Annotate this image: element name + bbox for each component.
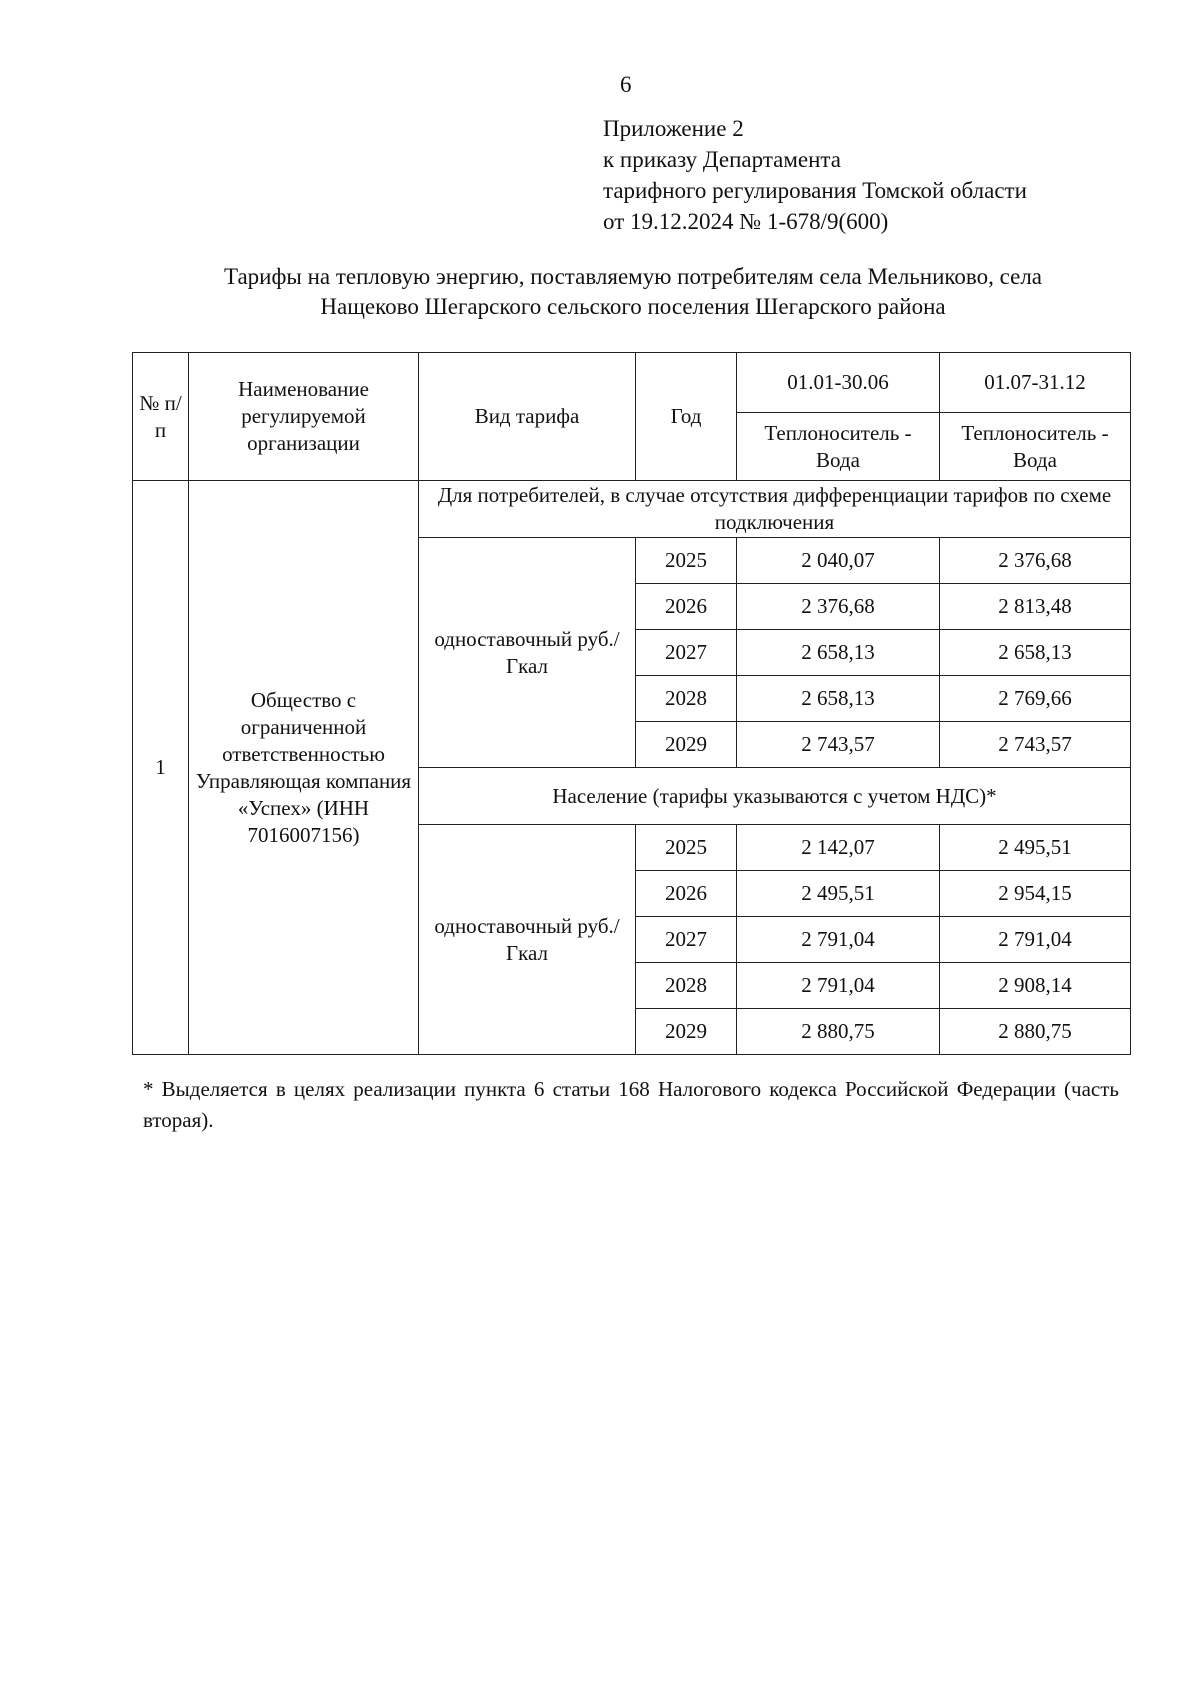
tariff-value-h2: 2 813,48 — [940, 584, 1131, 630]
year-cell: 2028 — [636, 963, 737, 1009]
tariff-value-h2: 2 769,66 — [940, 676, 1131, 722]
year-cell: 2028 — [636, 676, 737, 722]
tariff-table — [132, 352, 1131, 1055]
appendix-line: от 19.12.2024 № 1-678/9(600) — [603, 209, 889, 234]
header-tariff-type: Вид тарифа — [419, 353, 636, 481]
tariff-value-h1: 2 880,75 — [737, 1009, 940, 1055]
header-num: № п/п — [133, 353, 189, 481]
appendix-line: тарифного регулирования Томской области — [603, 178, 1027, 203]
appendix-line: Приложение 2 — [603, 116, 744, 141]
tariff-type-cell: одноставочный руб./Гкал — [419, 825, 636, 1055]
tariff-value-h1: 2 791,04 — [737, 917, 940, 963]
header-carrier-2: Теплоноситель - Вода — [940, 413, 1131, 481]
row-number: 1 — [133, 481, 189, 1055]
tariff-value-h1: 2 376,68 — [737, 584, 940, 630]
footnote: * Выделяется в целях реализации пункта 6 статьи 168 Налогового кодекса Российской Федерации (часть вторая). — [143, 1077, 1119, 1132]
document-title — [133, 262, 1133, 322]
tariff-value-h1: 2 495,51 — [737, 871, 940, 917]
section-title: Для потребителей, в случае отсутствия дифференциации тарифов по схеме подключения — [419, 481, 1131, 538]
year-cell: 2025 — [636, 825, 737, 871]
header-period-2: 01.07-31.12 — [940, 353, 1131, 413]
tariff-value-h1: 2 658,13 — [737, 676, 940, 722]
tariff-value-h2: 2 658,13 — [940, 630, 1131, 676]
year-cell: 2027 — [636, 630, 737, 676]
tariff-value-h1: 2 040,07 — [737, 538, 940, 584]
tariff-value-h2: 2 954,15 — [940, 871, 1131, 917]
document-title-line: Тарифы на тепловую энергию, поставляемую потребителям села Мельниково, села — [223, 264, 1043, 289]
header-year: Год — [636, 353, 737, 481]
tariff-value-h2: 2 791,04 — [940, 917, 1131, 963]
tariff-type-cell: одноставочный руб./Гкал — [419, 538, 636, 768]
year-cell: 2027 — [636, 917, 737, 963]
tariff-value-h1: 2 743,57 — [737, 722, 940, 768]
tariff-value-h2: 2 880,75 — [940, 1009, 1131, 1055]
year-cell: 2025 — [636, 538, 737, 584]
header-carrier-1: Теплоноситель - Вода — [737, 413, 940, 481]
tariff-value-h1: 2 658,13 — [737, 630, 940, 676]
year-cell: 2026 — [636, 871, 737, 917]
year-cell: 2026 — [636, 584, 737, 630]
appendix-block — [603, 113, 1027, 237]
appendix-line: к приказу Департамента — [603, 147, 841, 172]
section-title: Население (тарифы указываются с учетом НДС)* — [419, 768, 1131, 825]
tariff-value-h1: 2 142,07 — [737, 825, 940, 871]
year-cell: 2029 — [636, 722, 737, 768]
tariff-value-h2: 2 495,51 — [940, 825, 1131, 871]
header-org: Наименование регулируемой организации — [189, 353, 419, 481]
tariff-value-h2: 2 743,57 — [940, 722, 1131, 768]
tariff-value-h2: 2 376,68 — [940, 538, 1131, 584]
tariff-value-h1: 2 791,04 — [737, 963, 940, 1009]
document-title-line: Нащеково Шегарского сельского поселения Шегарского района — [320, 294, 946, 319]
tariff-value-h2: 2 908,14 — [940, 963, 1131, 1009]
page-number: 6 — [620, 72, 632, 97]
year-cell: 2029 — [636, 1009, 737, 1055]
organization-name: Общество с ограниченной ответственностью Управляющая компания «Успех» (ИНН 7016007156) — [189, 481, 419, 1055]
header-period-1: 01.01-30.06 — [737, 353, 940, 413]
